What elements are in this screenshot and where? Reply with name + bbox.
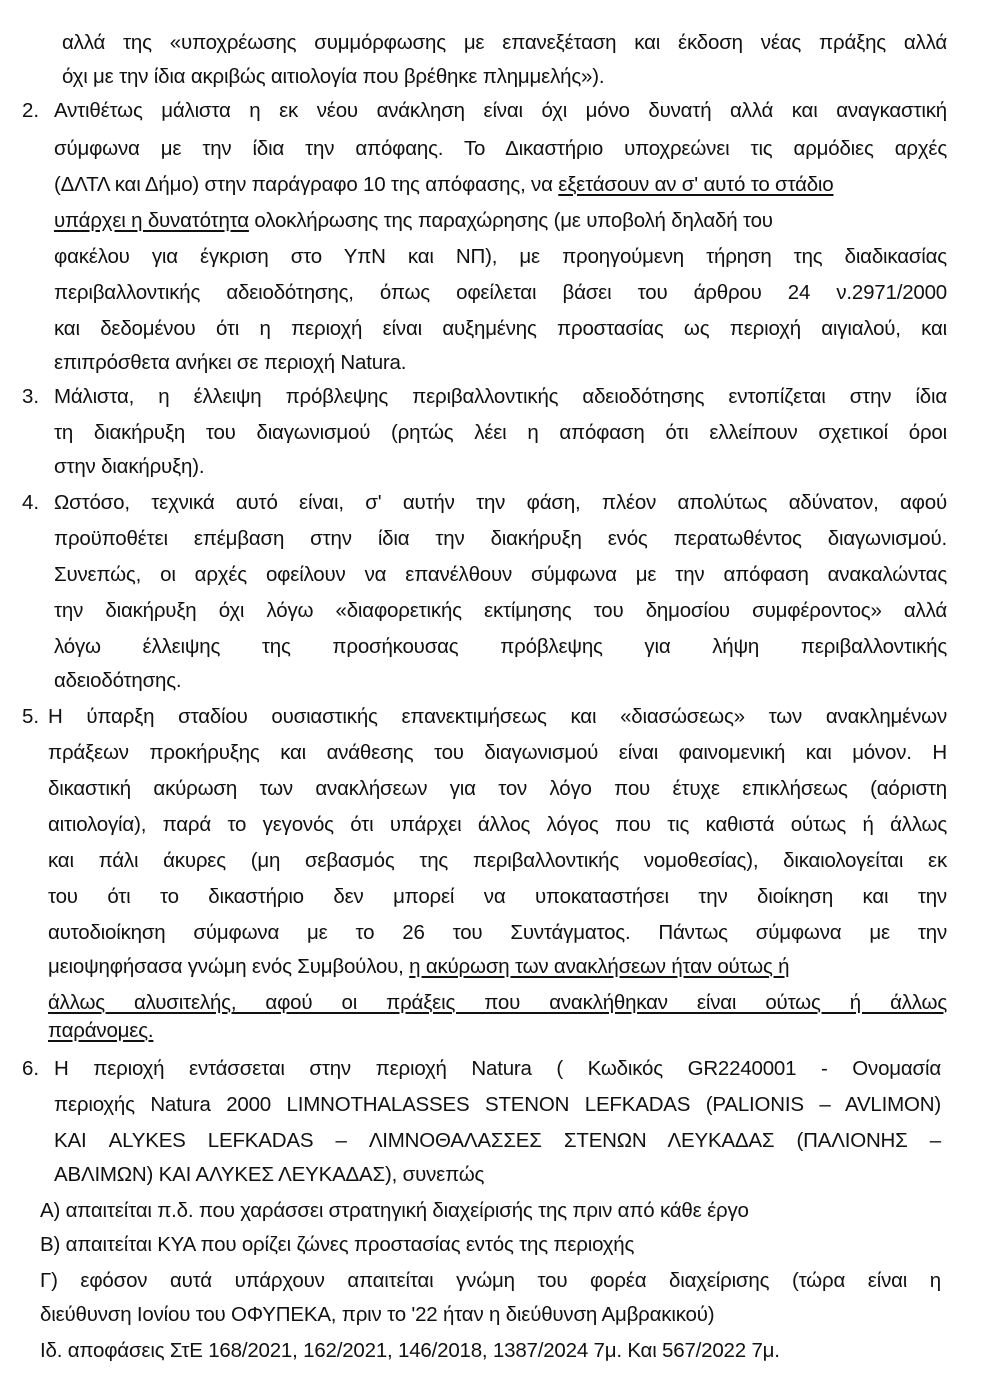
underlined-line: άλλως αλυσιτελής, αφού οι πράξεις που ανακλήθηκαν είναι ούτως ή άλλως	[48, 991, 947, 1014]
paragraph-line: Η περιοχή εντάσσεται στην περιοχή Natura ( Κωδικός GR2240001 - Ονομασία	[54, 1057, 941, 1080]
paragraph-line: την διακήρυξη όχι λόγω «διαφορετικής εκτίμησης του δημοσίου συμφέροντος» αλλά	[54, 599, 947, 622]
underlined-text: εξετάσουν αν σ' αυτό το στάδιο	[558, 173, 834, 196]
paragraph-line	[48, 1018, 153, 1044]
paragraph-line: προϋποθέτει επέμβαση στην ίδια την διακήρυξη ενός περατωθέντος διαγωνισμού.	[54, 527, 947, 550]
list-number: 4.	[22, 491, 40, 514]
paragraph-line: περιοχής Natura 2000 LIMNOTHALASSES STENON LEFKADAS (PALIONIS – AVLIMON)	[54, 1093, 941, 1116]
paragraph-line: πράξεων προκήρυξης και ανάθεσης του διαγωνισμού είναι φαινομενική και μόνον. Η	[48, 741, 947, 764]
paragraph-line: αδειοδότησης.	[54, 669, 182, 692]
list-number: 6.	[22, 1057, 40, 1080]
paragraph-line: λόγω έλλειψης της προσήκουσας πρόβλεψης για λήψη περιβαλλοντικής	[54, 635, 947, 658]
paragraph-line: επιπρόσθετα ανήκει σε περιοχή Natura.	[54, 351, 407, 374]
paragraph-line	[48, 954, 947, 980]
paragraph-line: αιτιολογία), παρά το γεγονός ότι υπάρχει άλλος λόγος που τις καθιστά ούτως ή άλλως	[48, 813, 947, 836]
paragraph-line: Ωστόσο, τεχνικά αυτό είναι, σ' αυτήν την φάση, πλέον απολύτως αδύνατον, αφού	[54, 491, 947, 514]
sub-item-c: Γ) εφόσον αυτά υπάρχουν απαιτείται γνώμη του φορέα διαχείρισης (τώρα είναι η	[40, 1269, 941, 1292]
paragraph-line: και δεδομένου ότι η περιοχή είναι αυξημένης προστασίας ως περιοχή αιγιαλού, και	[54, 317, 947, 340]
paragraph-line: διεύθυνση Ιονίου του ΟΦΥΠΕΚΑ, πριν το '22 ήταν η διεύθυνση Αμβρακικού)	[40, 1303, 715, 1326]
paragraph-line: στην διακήρυξη).	[54, 455, 205, 478]
sub-item-a: Α) απαιτείται π.δ. που χαράσσει στρατηγική διαχείρισής της πριν από κάθε έργο	[40, 1199, 749, 1222]
paragraph-line: δικαστική ακύρωση των ανακλήσεων για τον λόγο που έτυχε επικλήσεως (αόριστη	[48, 777, 947, 800]
sub-item-b: Β) απαιτείται ΚΥΑ που ορίζει ζώνες προστασίας εντός της περιοχής	[40, 1233, 635, 1256]
underlined-text: υπάρχει η δυνατότητα	[54, 209, 249, 232]
text-span: (ΔΛΤΛ και Δήμο) στην παράγραφο 10 της απόφασης, να	[54, 173, 559, 196]
paragraph-line: φακέλου για έγκριση στο ΥπΝ και ΝΠ), με προηγούμενη τήρηση της διαδικασίας	[54, 245, 947, 268]
underlined-text: παράνομες.	[48, 1019, 154, 1042]
list-number: 3.	[22, 385, 40, 408]
underlined-text: η ακύρωση των ανακλήσεων ήταν ούτως ή	[409, 955, 790, 978]
text-span: ολοκλήρωσης της παραχώρησης (με υποβολή δηλαδή του	[248, 209, 773, 232]
paragraph-line: Αντιθέτως μάλιστα η εκ νέου ανάκληση είναι όχι μόνο δυνατή αλλά και αναγκαστική	[54, 99, 947, 122]
paragraph-line	[54, 172, 947, 198]
paragraph-line: όχι με την ίδια ακριβώς αιτιολογία που βρέθηκε πλημμελής»).	[62, 65, 605, 88]
paragraph-line: αυτοδιοίκηση σύμφωνα με το 26 του Συντάγματος. Πάντως σύμφωνα με την	[48, 921, 947, 944]
paragraph-line: του ότι το δικαστήριο δεν μπορεί να υποκαταστήσει την διοίκηση και την	[48, 885, 947, 908]
paragraph-line: σύμφωνα με την ίδια την απόφαης. Το Δικαστήριο υποχρεώνει τις αρμόδιες αρχές	[54, 137, 947, 160]
paragraph-line: τη διακήρυξη του διαγωνισμού (ρητώς λέει η απόφαση ότι ελλείπουν σχετικοί όροι	[54, 421, 947, 444]
paragraph-line: Μάλιστα, η έλλειψη πρόβλεψης περιβαλλοντικής αδειοδότησης εντοπίζεται στην ίδια	[54, 385, 947, 408]
text-span: μειοψηφήσασα γνώμη ενός Συμβούλου,	[48, 955, 410, 978]
paragraph-line: ΑΒΛΙΜΩΝ) ΚΑΙ ΑΛΥΚΕΣ ΛΕΥΚΑΔΑΣ), συνεπώς	[54, 1163, 485, 1186]
paragraph-line: Συνεπώς, οι αρχές οφείλουν να επανέλθουν σύμφωνα με την απόφαση ανακαλώντας	[54, 563, 947, 586]
list-number: 2.	[22, 99, 40, 122]
list-number: 5.	[22, 705, 40, 728]
paragraph-line: και πάλι άκυρες (μη σεβασμός της περιβαλλοντικής νομοθεσίας), δικαιολογείται εκ	[48, 849, 947, 872]
paragraph-line: περιβαλλοντικής αδειοδότησης, όπως οφείλεται βάσει του άρθρου 24 ν.2971/2000	[54, 281, 947, 304]
references-line: Ιδ. αποφάσεις ΣτΕ 168/2021, 162/2021, 146/2018, 1387/2024 7μ. Και 567/2022 7μ.	[40, 1339, 780, 1362]
paragraph-line: αλλά της «υποχρέωσης συμμόρφωσης με επανεξέταση και έκδοση νέας πράξης αλλά	[62, 31, 947, 54]
paragraph-line: ΚΑΙ ALYKES LEFKADAS – ΛΙΜΝΟΘΑΛΑΣΣΕΣ ΣΤΕΝΩΝ ΛΕΥΚΑΔΑΣ (ΠΑΛΙΟΝΗΣ –	[54, 1129, 941, 1152]
paragraph-line: Η ύπαρξη σταδίου ουσιαστικής επανεκτιμήσεως και «διασώσεως» των ανακλημένων	[48, 705, 947, 728]
paragraph-line	[54, 208, 773, 234]
